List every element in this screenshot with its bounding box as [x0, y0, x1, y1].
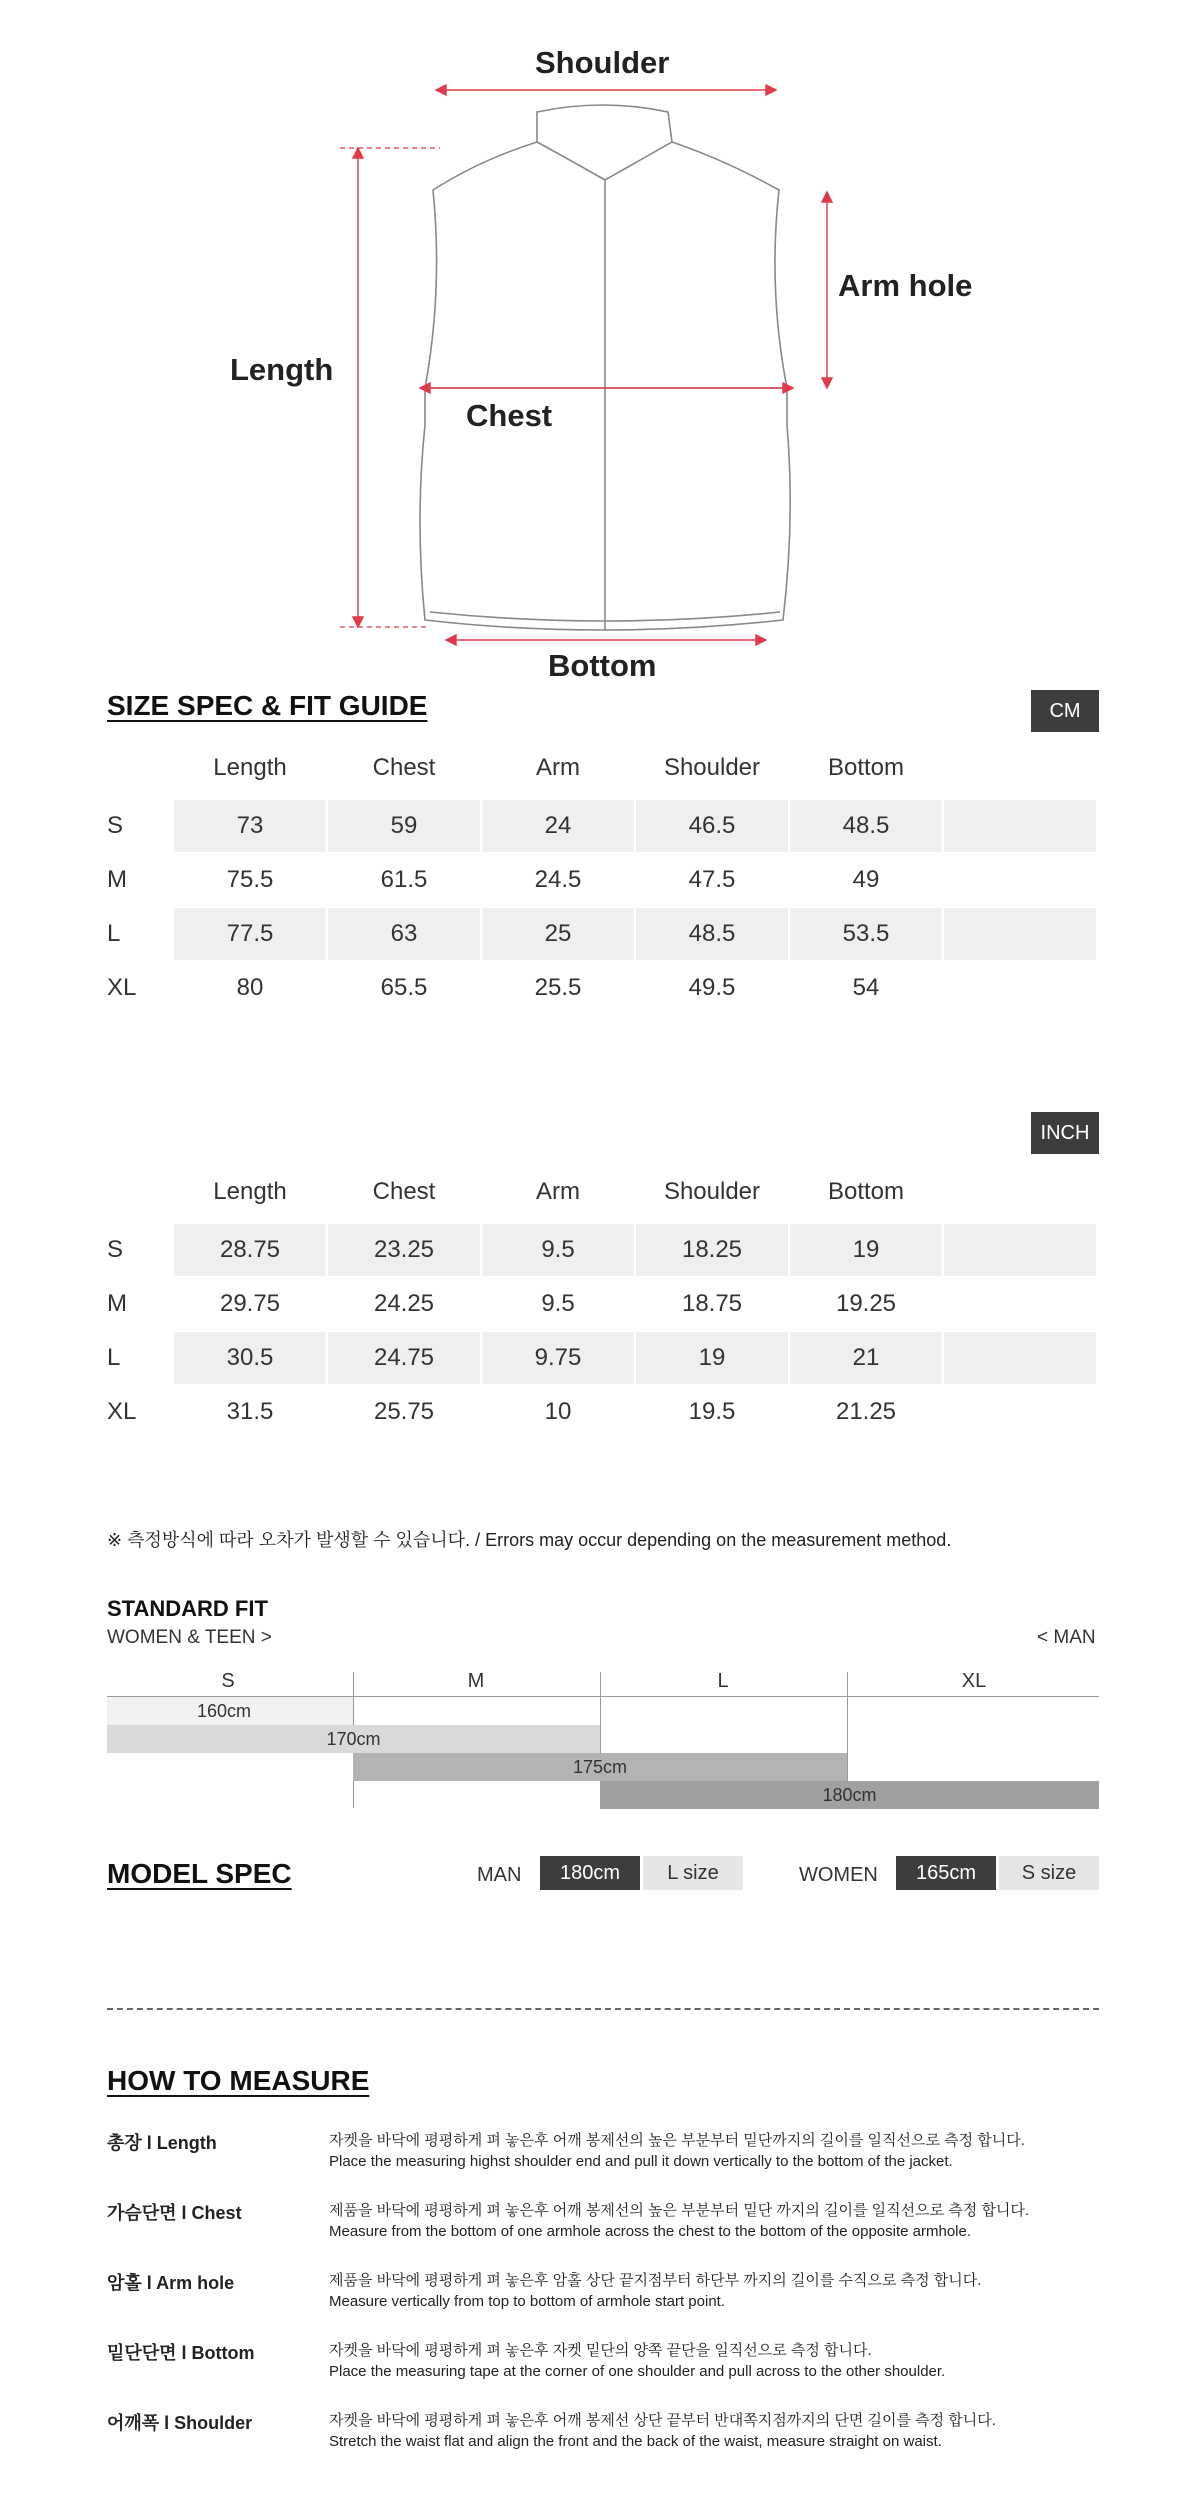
table-cell: 21.25: [835, 1398, 897, 1425]
length-label: Length: [230, 352, 334, 387]
table-cell: 75.5: [226, 866, 274, 893]
table-cell: 25: [482, 908, 634, 960]
table-cell-empty: [944, 800, 1096, 852]
column-header: Arm: [536, 1178, 580, 1205]
measure-item-korean: 자켓을 바닥에 평평하게 펴 놓은후 어깨 봉제선의 높은 부분부터 밑단까지의 길이를 일직선으로 측정 합니다.: [329, 2132, 1025, 2149]
table-cell: 49: [852, 866, 880, 893]
table-cell: 25.5: [534, 974, 582, 1001]
measure-item: [107, 2129, 1099, 2189]
table-cell: 10: [544, 1398, 572, 1425]
table-cell: 73: [174, 800, 326, 852]
measure-item: [107, 2199, 1099, 2259]
measure-item-korean: 자켓을 바닥에 평평하게 펴 놓은후 자켓 밑단의 양쪽 끝단을 일직선으로 측정 합니다.: [329, 2342, 872, 2359]
measure-item-label: 어깨폭 l Shoulder: [107, 2413, 253, 2433]
measure-item: [107, 2339, 1099, 2399]
size-spec-title: SIZE SPEC & FIT GUIDE: [107, 690, 428, 721]
table-row: [107, 1332, 1099, 1384]
vest-illustration: [0, 0, 1201, 690]
table-cell: 48.5: [636, 908, 788, 960]
table-cell: 47.5: [688, 866, 736, 893]
measure-item-english: Place the measuring highst shoulder end and pull it down vertically to the bottom of the jacket.: [329, 2153, 953, 2170]
table-cell: 61.5: [380, 866, 428, 893]
table-cell: 24.5: [534, 866, 582, 893]
arm-hole-label: Arm hole: [838, 268, 973, 303]
column-header: Shoulder: [663, 1178, 761, 1205]
table-row: [107, 854, 1099, 906]
table-cell: 53.5: [790, 908, 942, 960]
measure-item-label: 가슴단면 l Chest: [107, 2203, 242, 2223]
table-row: [107, 1386, 1099, 1438]
table-cell: 18.25: [636, 1224, 788, 1276]
fit-size-label: S: [221, 1670, 235, 1692]
vest-measurement-diagram: [0, 0, 1201, 690]
measure-item-label: 밑단단면 l Bottom: [107, 2343, 255, 2363]
bottom-label: Bottom: [548, 648, 657, 683]
table-cell: 25.75: [373, 1398, 435, 1425]
measurement-note: ※ 측정방식에 따라 오차가 발생할 수 있습니다. / Errors may occur depending on the measurement method.: [107, 1530, 952, 1550]
table-header-row: [107, 1166, 1099, 1218]
measure-item-english: Measure from the bottom of one armhole across the chest to the bottom of the opposite armhole.: [329, 2223, 972, 2240]
table-cell: 30.5: [174, 1332, 326, 1384]
measure-item: [107, 2409, 1099, 2469]
table-cell: 24.75: [328, 1332, 480, 1384]
table-cell: 9.5: [541, 1290, 575, 1317]
size-label: XL: [107, 1398, 137, 1425]
table-cell-empty: [944, 908, 1096, 960]
table-row: [107, 962, 1099, 1014]
column-header: Chest: [372, 1178, 436, 1205]
man-label: < MAN: [1037, 1627, 1096, 1648]
table-cell: 18.75: [681, 1290, 743, 1317]
table-row: [107, 1278, 1099, 1330]
measure-item-english: Place the measuring tape at the corner of one shoulder and pull across to the other shoulder.: [329, 2363, 946, 2380]
table-cell: 9.75: [482, 1332, 634, 1384]
column-header: Bottom: [827, 754, 905, 781]
fit-size-label: XL: [961, 1670, 987, 1692]
chest-label: Chest: [466, 398, 553, 433]
model-man-size: L size: [643, 1856, 743, 1890]
table-cell: 23.25: [328, 1224, 480, 1276]
section-divider: [107, 2008, 1099, 2010]
measure-item-korean: 자켓을 바닥에 평평하게 펴 놓은후 어깨 봉제선 상단 끝부터 반대쪽지점까지의 단면 길이를 측정 합니다.: [329, 2412, 996, 2429]
size-label: S: [107, 812, 124, 839]
table-cell-empty: [944, 1386, 1096, 1438]
table-cell-empty: [944, 962, 1096, 1014]
table-cell: 80: [236, 974, 264, 1001]
fit-height-bar: 170cm: [107, 1725, 600, 1753]
measure-item: [107, 2269, 1099, 2329]
fit-height-bar: 160cm: [107, 1697, 353, 1725]
table-cell: 31.5: [226, 1398, 274, 1425]
table-cell: 54: [852, 974, 880, 1001]
table-cell: 65.5: [380, 974, 428, 1001]
model-man-label: MAN: [477, 1864, 522, 1886]
table-row: [107, 800, 1099, 852]
table-header-row: [107, 742, 1099, 794]
table-row: [107, 908, 1099, 960]
column-header: Bottom: [827, 1178, 905, 1205]
table-cell: 19: [790, 1224, 942, 1276]
size-label: L: [107, 920, 121, 947]
table-cell: 28.75: [174, 1224, 326, 1276]
model-spec-title: MODEL SPEC: [107, 1858, 292, 1889]
model-women-size: S size: [999, 1856, 1099, 1890]
table-cell: 59: [328, 800, 480, 852]
measure-item-label: 총장 l Length: [107, 2133, 217, 2153]
model-women-height: 165cm: [896, 1856, 996, 1890]
table-cell-empty: [944, 1224, 1096, 1276]
table-cell: 49.5: [688, 974, 736, 1001]
table-cell: 63: [328, 908, 480, 960]
table-cell: 77.5: [174, 908, 326, 960]
column-header: Length: [213, 1178, 287, 1205]
table-cell: 46.5: [636, 800, 788, 852]
table-cell: 21: [790, 1332, 942, 1384]
fit-height-bar: 175cm: [353, 1753, 847, 1781]
table-cell: 19: [636, 1332, 788, 1384]
measure-item-label: 암홀 l Arm hole: [107, 2273, 235, 2293]
model-man-height: 180cm: [540, 1856, 640, 1890]
how-to-measure-title: HOW TO MEASURE: [107, 2065, 370, 2096]
shoulder-label: Shoulder: [535, 45, 670, 80]
table-cell: 29.75: [219, 1290, 281, 1317]
size-label: XL: [107, 974, 137, 1001]
measure-item-english: Measure vertically from top to bottom of armhole start point.: [329, 2293, 725, 2310]
model-women-label: WOMEN: [799, 1864, 878, 1886]
table-cell-empty: [944, 1332, 1096, 1384]
table-cell: 19.25: [835, 1290, 897, 1317]
table-cell: 19.5: [688, 1398, 736, 1425]
unit-badge-cm: CM: [1031, 690, 1099, 732]
size-label: M: [107, 1290, 127, 1317]
column-header: Length: [213, 754, 287, 781]
column-header: Chest: [372, 754, 436, 781]
measure-item-korean: 제품을 바닥에 평평하게 펴 놓은후 어깨 봉제선의 높은 부분부터 밑단 까지의 길이를 일직선으로 측정 합니다.: [329, 2202, 1030, 2219]
women-teen-label: WOMEN & TEEN >: [107, 1627, 272, 1648]
fit-height-bar: 180cm: [600, 1781, 1099, 1809]
column-header: Shoulder: [663, 754, 761, 781]
table-cell: 48.5: [790, 800, 942, 852]
size-label: S: [107, 1236, 124, 1263]
table-cell-empty: [944, 854, 1096, 906]
measure-item-english: Stretch the waist flat and align the front and the back of the waist, measure straight on waist.: [329, 2433, 942, 2450]
table-cell-empty: [944, 1278, 1096, 1330]
size-label: M: [107, 866, 127, 893]
unit-badge-inch: INCH: [1031, 1112, 1099, 1154]
size-label: L: [107, 1344, 121, 1371]
column-header: Arm: [536, 754, 580, 781]
table-cell: 24: [482, 800, 634, 852]
table-cell: 9.5: [482, 1224, 634, 1276]
table-cell: 24.25: [373, 1290, 435, 1317]
standard-fit-title: STANDARD FIT: [107, 1596, 268, 1621]
fit-size-label: L: [717, 1670, 729, 1692]
measure-item-korean: 제품을 바닥에 평평하게 펴 놓은후 암홀 상단 끝지점부터 하단부 까지의 길이를 수직으로 측정 합니다.: [329, 2272, 982, 2289]
fit-size-label: M: [467, 1670, 485, 1692]
table-row: [107, 1224, 1099, 1276]
